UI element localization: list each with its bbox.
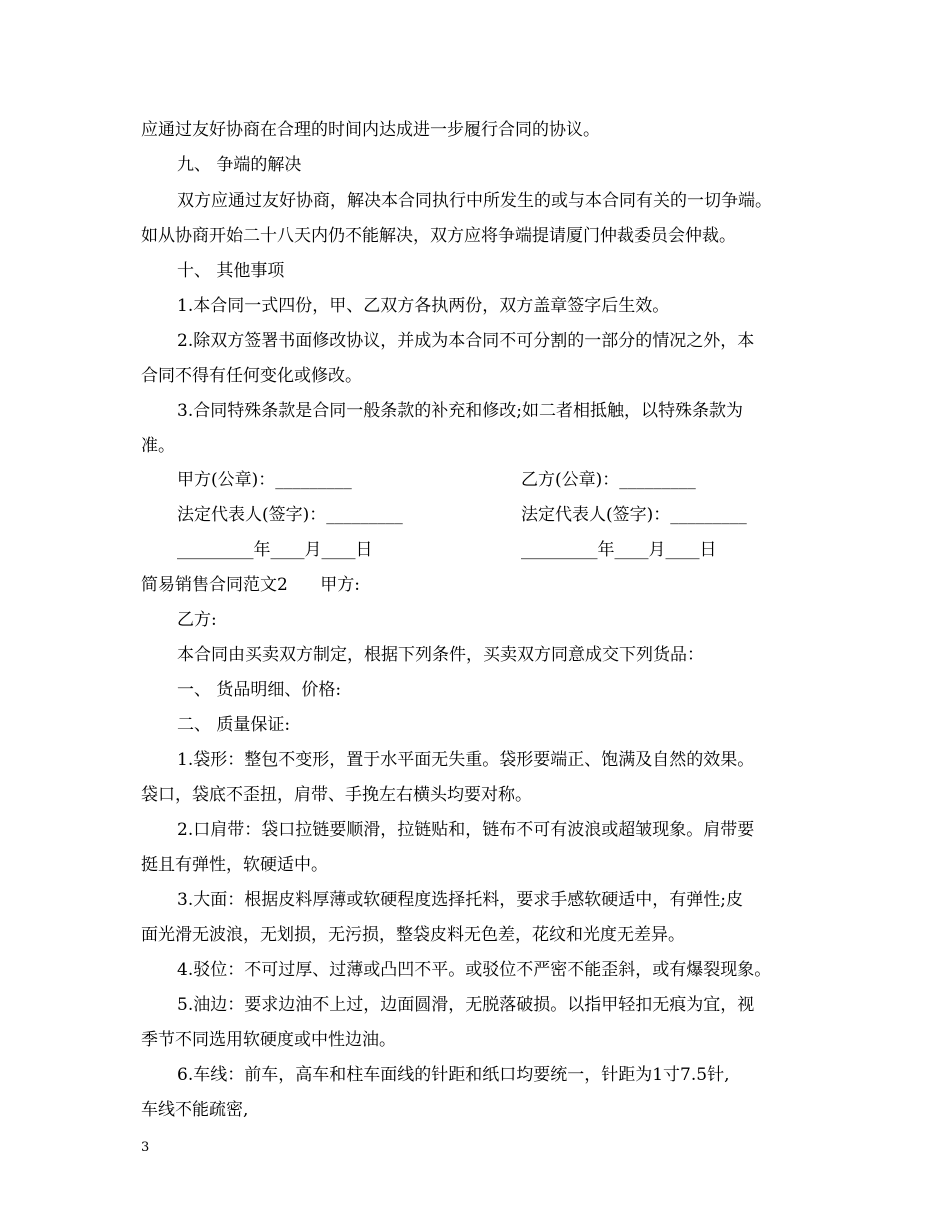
paragraph-line: 3.合同特殊条款是合同一般条款的补充和修改;如二者相抵触，以特殊条款为	[177, 401, 743, 421]
paragraph-line: 准。	[141, 436, 175, 456]
party-b-seal-field: 乙方(公章)：_________	[521, 470, 696, 490]
paragraph-line: 4.驳位：不可过厚、过薄或凸凹不平。或驳位不严密不能歪斜，或有爆裂现象。	[177, 960, 772, 980]
paragraph-line: 1.本合同一式四份，甲、乙双方各执两份，双方盖章签字后生效。	[177, 296, 670, 316]
paragraph-line: 应通过友好协商在合理的时间内达成进一步履行合同的协议。	[141, 120, 600, 140]
party-a-date-field: _________年____月____日	[177, 540, 373, 560]
paragraph-line: 合同不得有任何变化或修改。	[141, 366, 362, 386]
section-heading-goods: 一、 货品明细、价格:	[177, 680, 342, 700]
paragraph-line: 乙方:	[177, 610, 217, 630]
paragraph-line: 1.袋形：整包不变形，置于水平面无失重。袋形要端正、饱满及自然的效果。	[177, 750, 755, 770]
party-a-representative-field: 法定代表人(签字)：_________	[177, 505, 403, 525]
paragraph-line: 袋口，袋底不歪扭，肩带、手挽左右横头均要对称。	[141, 785, 532, 805]
paragraph-line: 车线不能疏密,	[141, 1100, 249, 1120]
paragraph-line: 5.油边：要求边油不上过，边面圆滑，无脱落破损。以指甲轻扣无痕为宜，视	[177, 995, 755, 1015]
paragraph-line: 双方应通过友好协商，解决本合同执行中所发生的或与本合同有关的一切争端。	[177, 191, 772, 211]
paragraph-line: 面光滑无波浪，无划损，无污损，整袋皮料无色差，花纹和光度无差异。	[141, 925, 685, 945]
section-heading-quality: 二、 质量保证:	[177, 715, 291, 735]
paragraph-line: 挺且有弹性，软硬适中。	[141, 855, 328, 875]
party-b-date-field: _________年____月____日	[521, 540, 717, 560]
paragraph-line: 3.大面：根据皮料厚薄或软硬程度选择托料，要求手感软硬适中，有弹性;皮	[177, 890, 743, 910]
contract-title: 简易销售合同范文2 甲方:	[141, 575, 360, 595]
section-heading-other: 十、 其他事项	[177, 261, 285, 281]
party-b-representative-field: 法定代表人(签字)：_________	[521, 505, 747, 525]
paragraph-line: 6.车线：前车，高车和柱车面线的针距和纸口均要统一，针距为1寸7.5针,	[177, 1065, 730, 1085]
paragraph-line: 2.口肩带：袋口拉链要顺滑，拉链贴和，链布不可有波浪或超皱现象。肩带要	[177, 820, 755, 840]
page-number: 3	[141, 1140, 150, 1155]
paragraph-line: 季节不同选用软硬度或中性边油。	[141, 1030, 396, 1050]
paragraph-line: 如从协商开始二十八天内仍不能解决，双方应将争端提请厦门仲裁委员会仲裁。	[141, 226, 736, 246]
paragraph-line: 本合同由买卖双方制定，根据下列条件，买卖双方同意成交下列货品：	[177, 645, 704, 665]
section-heading-dispute: 九、 争端的解决	[177, 155, 302, 175]
party-a-seal-field: 甲方(公章)：_________	[177, 470, 352, 490]
paragraph-line: 2.除双方签署书面修改协议，并成为本合同不可分割的一部分的情况之外，本	[177, 331, 755, 351]
